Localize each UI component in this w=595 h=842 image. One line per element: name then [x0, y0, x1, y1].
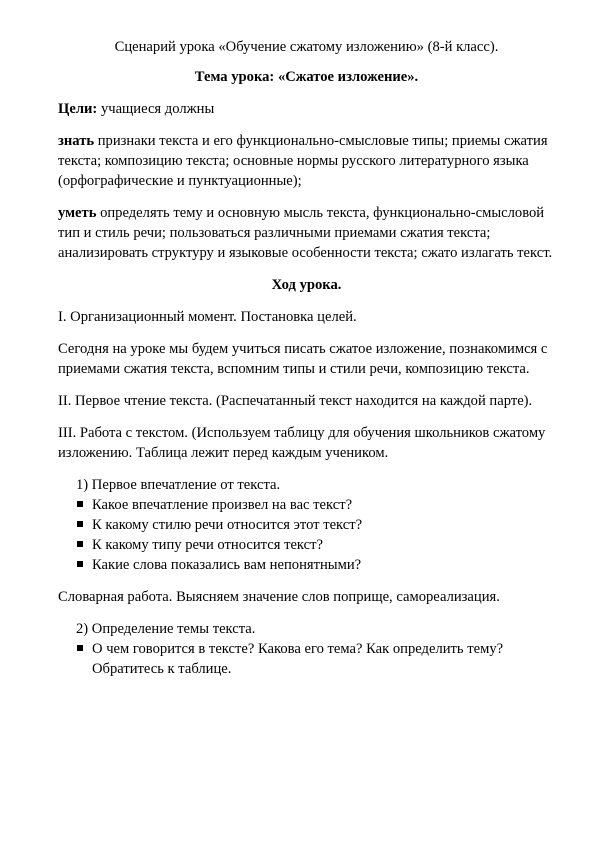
- know-text: признаки текста и его функционально-смысловые типы; приемы сжатия текста; композицию текста; основные нормы русского литературного языка (орфографические и пунктуационные);: [58, 133, 548, 189]
- lesson-theme: Тема урока: «Сжатое изложение».: [194, 69, 419, 85]
- section-1-text: Сегодня на уроке мы будем учиться писать сжатое изложение, познакомимся с приемами сжатия текста, вспомним типы и стили речи, композицию текста.: [58, 341, 548, 377]
- square-bullet-icon: [77, 501, 83, 507]
- list-item: [58, 515, 555, 535]
- list-item: [58, 555, 555, 575]
- list-item-text: К какому типу речи относится текст?: [92, 537, 323, 553]
- know-label: знать: [58, 133, 95, 149]
- list-item-text: Какое впечатление произвел на вас текст?: [92, 497, 353, 513]
- list-item: [58, 639, 555, 679]
- section-2-heading: II. Первое чтение текста. (Распечатанный текст находится на каждой парте).: [58, 393, 533, 409]
- square-bullet-icon: [77, 645, 83, 651]
- can-paragraph: [58, 203, 555, 263]
- list-2: [58, 619, 555, 679]
- list-1: [58, 475, 555, 575]
- section-3-heading: III. Работа с текстом. (Используем таблицу для обучения школьников сжатому изложению. Таблица лежит перед каждым учеником.: [58, 425, 546, 461]
- goals-text: учащиеся должны: [97, 101, 215, 117]
- square-bullet-icon: [77, 541, 83, 547]
- list-1-number-item: 1) Первое впечатление от текста.: [76, 477, 281, 493]
- can-label: уметь: [58, 205, 97, 221]
- list-item: [58, 535, 555, 555]
- can-text: определять тему и основную мысль текста, функционально-смысловой тип и стиль речи; пользоваться различными приемами сжатия текста; анализировать структуру и языковые особенности текста; сжато излагать текст.: [58, 205, 553, 261]
- list-item-text: К какому стилю речи относится этот текст?: [92, 517, 363, 533]
- list-item-text: О чем говорится в тексте? Какова его тема? Как определить тему? Обратитесь к таблице.: [92, 641, 504, 677]
- list-item: [58, 495, 555, 515]
- list-item-text: Какие слова показались вам непонятными?: [92, 557, 362, 573]
- list-2-number-item: 2) Определение темы текста.: [76, 621, 256, 637]
- know-paragraph: [58, 131, 555, 191]
- section-1-heading: I. Организационный момент. Постановка целей.: [58, 309, 357, 325]
- square-bullet-icon: [77, 521, 83, 527]
- vocabulary-work: Словарная работа. Выясняем значение слов поприще, самореализация.: [58, 589, 500, 605]
- lesson-heading: Ход урока.: [271, 277, 342, 293]
- square-bullet-icon: [77, 561, 83, 567]
- goals-line: [58, 99, 555, 119]
- goals-label: Цели:: [58, 101, 98, 117]
- document-title: Сценарий урока «Обучение сжатому изложению» (8-й класс).: [114, 39, 499, 55]
